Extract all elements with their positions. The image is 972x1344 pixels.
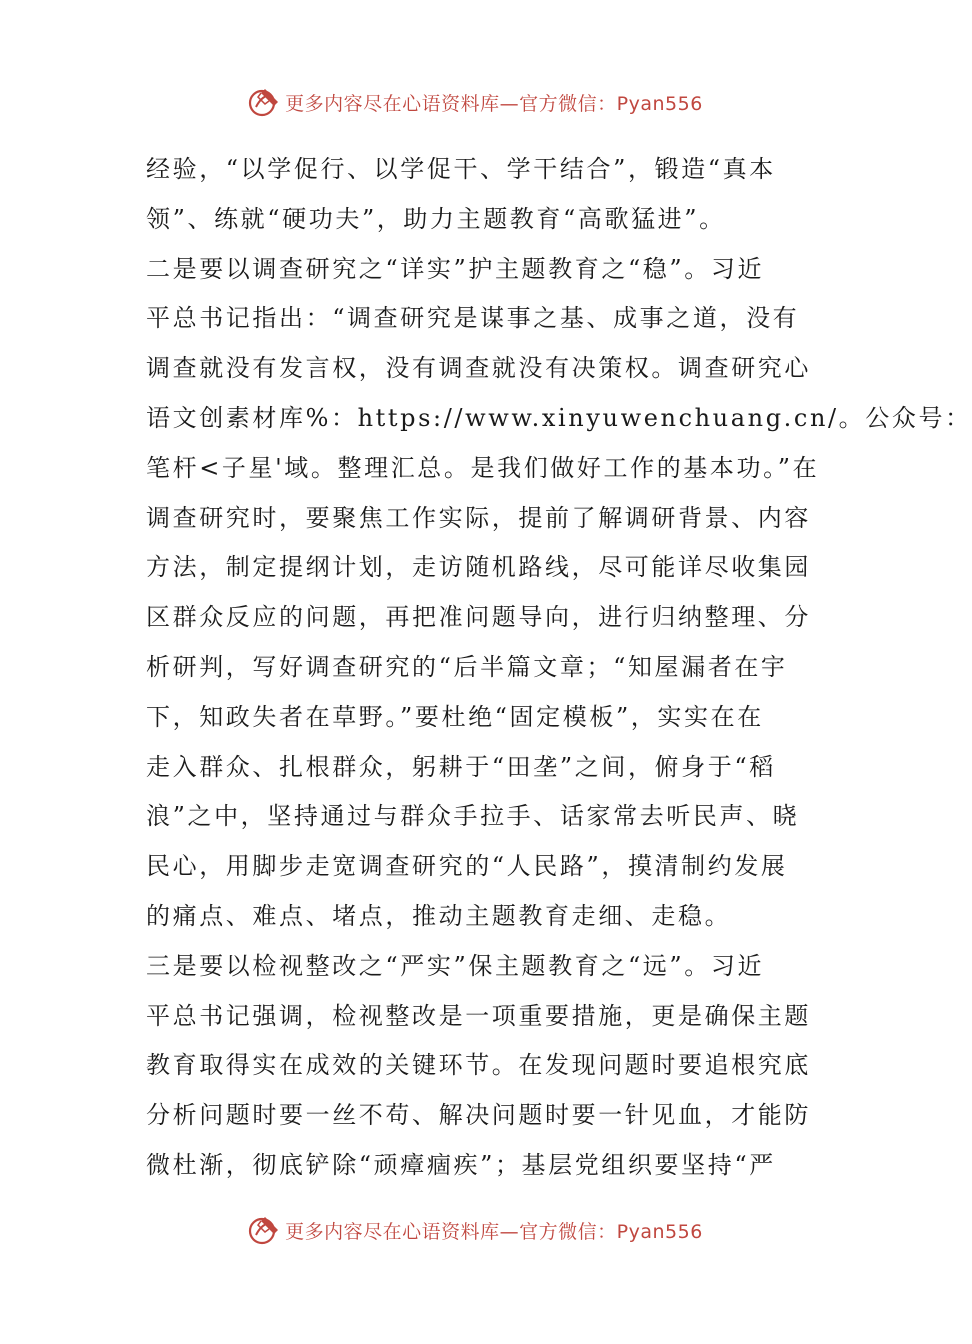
- header-watermark-banner: [0, 82, 950, 122]
- text-line: 二是要以调查研究之“详实”护主题教育之“稳”。习近: [146, 254, 765, 283]
- text-line: 三是要以检视整改之“严实”保主题教育之“远”。习近: [146, 951, 765, 980]
- text-line: 区群众反应的问题，再把准问题导向，进行归纳整理、分: [146, 603, 811, 632]
- pen-logo-icon: [247, 1213, 281, 1247]
- text-line: 分析问题时要一丝不苟、解决问题时要一针见血，才能防: [146, 1101, 811, 1130]
- text-line: 方法，制定提纲计划，走访随机路线，尽可能详尽收集园: [146, 553, 811, 582]
- text-line: 语文创素材库%：https://www.xinyuwenchuang.cn/。公众号：: [146, 403, 972, 432]
- text-line: 领”、练就“硬功夫”，助力主题教育“高歌猛进”。: [146, 204, 726, 233]
- footer-watermark-banner: [0, 1210, 950, 1250]
- text-line: 下，知政失者在草野。”要杜绝“固定模板”，实实在在: [146, 702, 764, 731]
- text-line: 调查研究时，要聚焦工作实际，提前了解调研背景、内容: [146, 503, 811, 532]
- text-line: 调查就没有发言权，没有调查就没有决策权。调查研究心: [146, 354, 811, 383]
- text-line: 平总书记指出：“调查研究是谋事之基、成事之道，没有: [146, 304, 800, 333]
- footer-banner-text: 更多内容尽在心语资料库—官方微信：Pyan556: [285, 1220, 703, 1243]
- pen-logo-icon: [247, 85, 281, 119]
- text-line: 浪”之中，坚持通过与群众手拉手、话家常去听民声、晓: [146, 802, 800, 831]
- text-line: 民心，用脚步走宽调查研究的“人民路”，摸清制约发展: [146, 852, 788, 881]
- text-line: 经验，“以学促行、以学促干、学干结合”，锻造“真本: [146, 155, 776, 183]
- text-line: 微杜渐，彻底铲除“顽瘴痼疾”；基层党组织要坚持“严: [146, 1150, 776, 1179]
- document-body: [146, 145, 972, 1191]
- text-line: 的痛点、难点、堵点，推动主题教育走细、走稳。: [146, 901, 732, 930]
- text-line: 走入群众、扎根群众，躬耕于“田垄”之间，俯身于“稻: [146, 752, 776, 781]
- text-line: 平总书记强调，检视整改是一项重要措施，更是确保主题: [146, 1001, 811, 1030]
- text-line: 教育取得实在成效的关键环节。在发现问题时要追根究底: [146, 1051, 811, 1080]
- text-line: 笔杆<子星'域。整理汇总。是我们做好工作的基本功。”在: [146, 453, 820, 482]
- header-banner-text: 更多内容尽在心语资料库—官方微信：Pyan556: [285, 92, 703, 115]
- text-line: 析研判，写好调查研究的“后半篇文章；“知屋漏者在宇: [146, 652, 788, 681]
